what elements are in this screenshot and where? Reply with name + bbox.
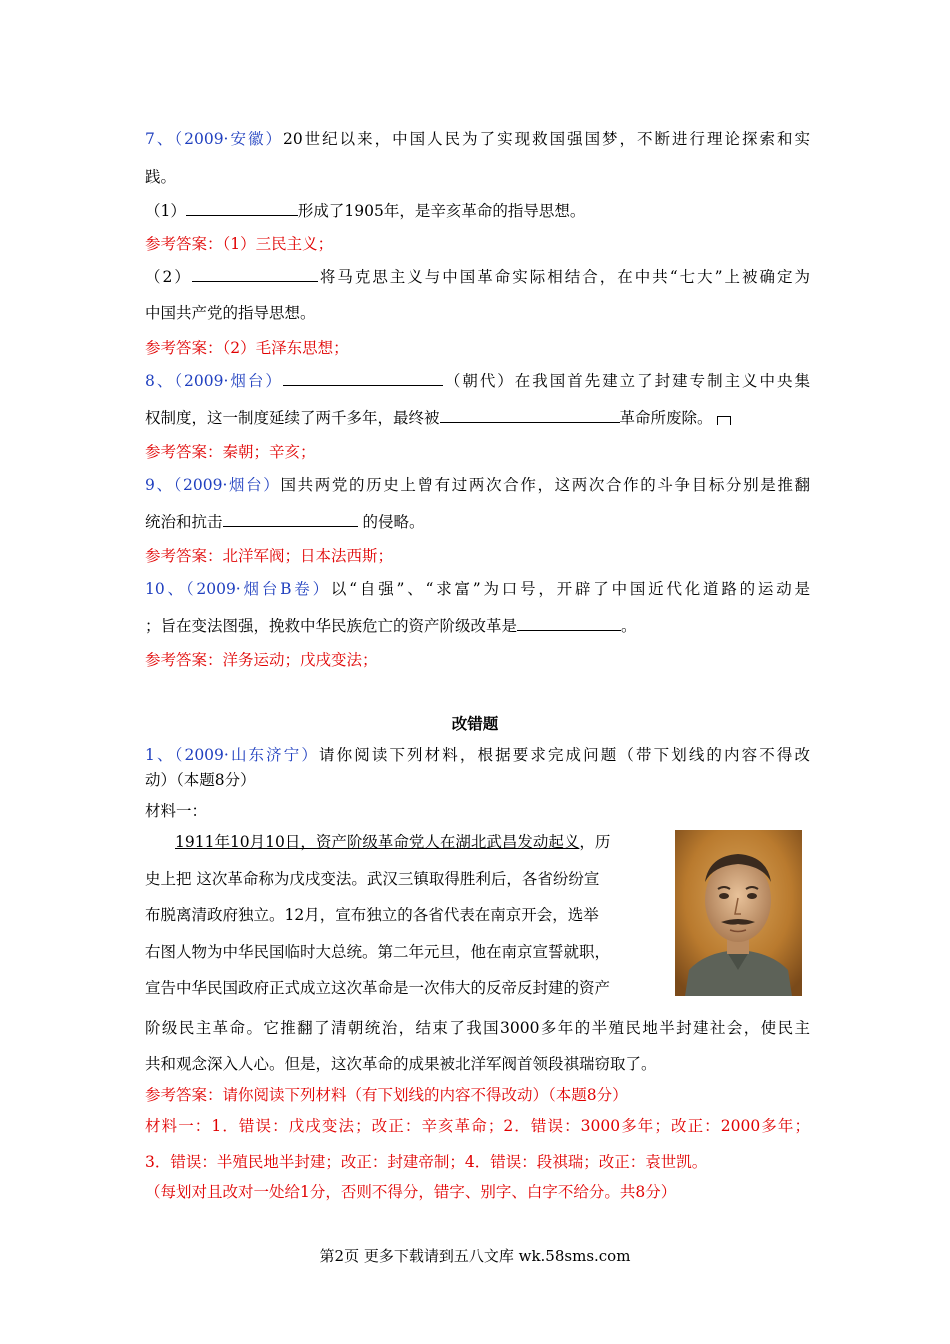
q7-part2: [145, 265, 810, 287]
section-title: 改错题: [451, 714, 499, 733]
c1-stem-line2: 动）（本题8分）: [145, 771, 256, 789]
q8-stem-line1: [145, 369, 810, 391]
q7-stem-line1: [145, 127, 810, 149]
q7-text: 20世纪以来，中国人民为了实现救国强国梦，不断进行理论探索和实: [282, 130, 810, 148]
q10-text3: 。: [621, 617, 637, 635]
q7-part1-text: 形成了1905年，是辛亥革命的指导思想。: [297, 202, 586, 220]
c1-number: 1、: [145, 746, 175, 764]
q7-stem-line2: 践。: [145, 168, 177, 186]
q7-blank2: [192, 267, 318, 282]
c1-stem-line1: [145, 743, 810, 765]
q10-answer: 参考答案：洋务运动；戊戌变法；: [145, 651, 378, 669]
q10-text2: ；旨在变法图强，挽救中华民族危亡的资产阶级改革是: [145, 617, 518, 635]
q9-text3: 的侵略。: [357, 513, 425, 531]
c1-answer-line1: 参考答案：请你阅读下列材料（有下划线的内容不得改动）（本题8分）: [145, 1086, 628, 1104]
q8-stem-line2: [145, 406, 810, 428]
q7-number: 7、: [145, 130, 175, 148]
q8-blank1: [283, 371, 443, 386]
q9-blank: [223, 512, 358, 527]
q8-text2: 权制度，这一制度延续了两千多年，最终被: [145, 409, 440, 427]
q8-source: （2009·烟台）: [174, 372, 283, 390]
q8-answer: 参考答案：秦朝；辛亥；: [145, 443, 316, 461]
q7-part2-line2: 中国共产党的指导思想。: [145, 304, 316, 322]
material-line2: 史上把 这次革命称为戊戌变法。武汉三镇取得胜利后，各省纷纷宣: [145, 870, 600, 888]
q7-part1-label: （1）: [145, 202, 186, 220]
material-line6: 阶级民主革命。它推翻了清朝统治，结束了我国3000多年的半殖民地半封建社会，使民主: [145, 1019, 810, 1037]
q9-answer: 参考答案：北洋军阀；日本法西斯；: [145, 547, 394, 565]
material-line7: 共和观念深入人心。但是，这次革命的成果被北洋军阀首领段祺瑞窃取了。: [145, 1055, 657, 1073]
q8-text1: （朝代）在我国首先建立了封建专制主义中央集: [442, 372, 810, 390]
q10-number: 10、: [145, 580, 186, 598]
material-label: 材料一：: [145, 802, 208, 820]
c1-answer-line3: 3．错误：半殖民地半封建；改正：封建帝制；4．错误：段祺瑞；改正：袁世凯。: [145, 1153, 708, 1171]
q9-text2: 统治和抗击: [145, 513, 223, 531]
q8-text3: 革命所废除。: [619, 409, 713, 427]
material-line5: 宣告中华民国政府正式成立这次革命是一次伟大的反帝反封建的资产: [145, 979, 611, 997]
q10-blank: [517, 616, 621, 631]
q9-number: 9、: [145, 476, 174, 494]
q7-part1: [145, 199, 810, 221]
q10-text1: 以“自强”、“求富”为口号，开辟了中国近代化道路的运动是: [330, 580, 810, 598]
c1-answer-line4: （每划对且改对一处给1分，否则不得分，错字、别字、白字不给分。共8分）: [145, 1183, 677, 1201]
q10-source: （2009·烟台B卷）: [185, 580, 331, 598]
q7-source: （2009·安徽）: [174, 130, 283, 148]
q10-stem-line2: [145, 614, 810, 636]
material-line3: 布脱离清政府独立。12月，宣布独立的各省代表在南京开会，选举: [145, 906, 599, 924]
c1-text1: 请你阅读下列材料，根据要求完成问题（带下划线的内容不得改: [319, 746, 810, 764]
material-line1-tail: ，历: [579, 833, 611, 851]
q9-stem-line1: [145, 473, 810, 495]
q8-blank2: [440, 408, 620, 423]
c1-answer-line2: 材料一：1．错误：戊戌变法；改正：辛亥革命；2．错误：3000多年；改正：2000多年；: [145, 1117, 810, 1135]
q7-part2-text: 将马克思主义与中国革命实际相结合，在中共“七大”上被确定为: [317, 268, 810, 286]
c1-source: （2009·山东济宁）: [174, 746, 319, 764]
q9-source: （2009·烟台）: [173, 476, 281, 494]
q7-answer1: 参考答案：（1）三民主义；: [145, 235, 334, 253]
bracket-mark-icon: [717, 416, 731, 425]
q10-stem-line1: [145, 577, 810, 599]
q7-blank1: [186, 201, 298, 216]
q7-part2-label: （2）: [145, 268, 192, 286]
portrait-image: [675, 830, 802, 996]
q9-text1: 国共两党的历史上曾有过两次合作，这两次合作的斗争目标分别是推翻: [280, 476, 810, 494]
q7-answer2: 参考答案：（2）毛泽东思想；: [145, 339, 349, 357]
q9-stem-line2: [145, 510, 810, 532]
material-line4: 右图人物为中华民国临时大总统。第二年元旦，他在南京宣誓就职，: [145, 943, 611, 961]
material-underlined: 1911年10月10日，资产阶级革命党人在湖北武昌发动起义: [175, 833, 580, 851]
material-line1: [175, 830, 663, 852]
page-footer: 第2页 更多下载请到五八文库 wk.58sms.com: [319, 1247, 631, 1265]
q8-number: 8、: [145, 372, 175, 390]
